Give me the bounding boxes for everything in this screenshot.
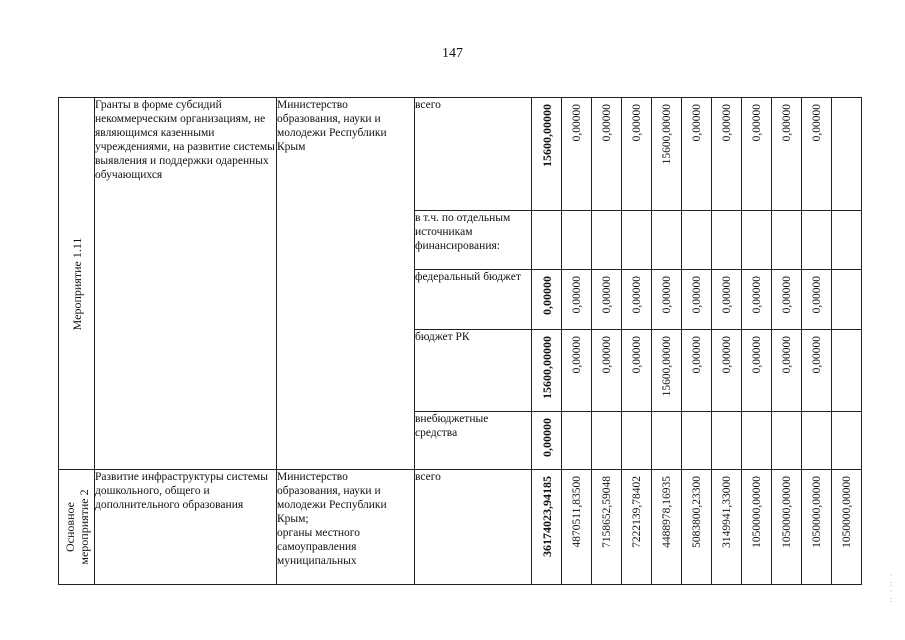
total-cell xyxy=(532,211,562,270)
year-cell xyxy=(802,270,832,330)
year-cell xyxy=(562,470,592,585)
year-cell xyxy=(622,211,652,270)
year-cell xyxy=(562,211,592,270)
year-value: 3149941,33000 xyxy=(720,476,733,548)
year-cell xyxy=(652,412,682,470)
table-row xyxy=(59,98,862,211)
year-cell xyxy=(652,470,682,585)
scan-edge-artifact: · : · : xyxy=(890,571,893,604)
year-cell xyxy=(712,330,742,412)
year-cell xyxy=(712,270,742,330)
year-value: 0,00000 xyxy=(630,336,643,374)
year-value: 4870511,83500 xyxy=(570,476,583,548)
activity-label-cell xyxy=(59,98,95,470)
year-value: 0,00000 xyxy=(690,104,703,142)
year-value: 0,00000 xyxy=(720,276,733,314)
year-value: 0,00000 xyxy=(600,336,613,374)
year-value: 0,00000 xyxy=(600,104,613,142)
funding-source: в т.ч. по отдельным источникам финансирования: xyxy=(415,211,532,270)
year-cell xyxy=(682,330,712,412)
year-cell xyxy=(622,412,652,470)
year-value: 0,00000 xyxy=(810,104,823,142)
year-value: 0,00000 xyxy=(750,336,763,374)
activity-label: Основное мероприятие 2 xyxy=(62,489,91,565)
page-number: 147 xyxy=(442,46,463,61)
year-value: 0,00000 xyxy=(570,336,583,374)
year-value: 0,00000 xyxy=(780,336,793,374)
total-cell xyxy=(532,330,562,412)
year-value: 0,00000 xyxy=(570,104,583,142)
year-cell xyxy=(592,270,622,330)
total-value: 0,00000 xyxy=(539,276,554,315)
year-cell xyxy=(652,211,682,270)
year-cell xyxy=(802,211,832,270)
year-value: 0,00000 xyxy=(570,276,583,314)
year-cell xyxy=(652,98,682,211)
year-cell xyxy=(772,412,802,470)
funding-source: всего xyxy=(415,470,532,585)
year-value: 1050000,00000 xyxy=(810,476,823,548)
year-value: 0,00000 xyxy=(780,276,793,314)
year-value: 1050000,00000 xyxy=(780,476,793,548)
year-cell xyxy=(562,412,592,470)
year-cell xyxy=(682,270,712,330)
year-cell xyxy=(592,98,622,211)
table-row xyxy=(59,470,862,585)
total-value: 15600,00000 xyxy=(539,336,554,399)
year-cell xyxy=(592,470,622,585)
year-cell xyxy=(682,470,712,585)
year-cell xyxy=(832,211,862,270)
year-value: 0,00000 xyxy=(750,104,763,142)
year-value: 7158652,59048 xyxy=(600,476,613,548)
year-cell xyxy=(742,98,772,211)
activity-description: Гранты в форме субсидий некоммерческим организациям, не являющимся казенными учреждениями, на развитие системы выявления и поддержки одаренных обучающихся xyxy=(95,98,277,470)
year-cell xyxy=(802,98,832,211)
year-cell xyxy=(622,98,652,211)
year-value: 0,00000 xyxy=(660,276,673,314)
year-value: 0,00000 xyxy=(690,276,703,314)
year-cell xyxy=(772,98,802,211)
year-cell xyxy=(622,470,652,585)
activity-executor: Министерство образования, науки и молодежи Республики Крым; органы местного самоуправления муниципальных xyxy=(277,470,415,585)
funding-source: всего xyxy=(415,98,532,211)
total-cell xyxy=(532,470,562,585)
year-cell xyxy=(742,270,772,330)
year-cell xyxy=(682,211,712,270)
year-cell xyxy=(592,412,622,470)
year-cell xyxy=(682,98,712,211)
year-cell xyxy=(592,330,622,412)
year-cell xyxy=(712,470,742,585)
budget-table xyxy=(58,97,862,585)
year-cell xyxy=(802,470,832,585)
year-value: 0,00000 xyxy=(750,276,763,314)
year-cell xyxy=(712,412,742,470)
funding-source: внебюджетные средства xyxy=(415,412,532,470)
year-cell xyxy=(802,330,832,412)
year-cell xyxy=(562,270,592,330)
activity-executor: Министерство образования, науки и молодежи Республики Крым xyxy=(277,98,415,470)
year-cell xyxy=(742,211,772,270)
year-cell xyxy=(712,211,742,270)
year-value: 0,00000 xyxy=(810,336,823,374)
year-cell xyxy=(832,98,862,211)
year-value: 5083800,23300 xyxy=(690,476,703,548)
year-value: 0,00000 xyxy=(780,104,793,142)
year-value: 0,00000 xyxy=(720,104,733,142)
year-cell xyxy=(832,270,862,330)
year-cell xyxy=(742,470,772,585)
funding-source: федеральный бюджет xyxy=(415,270,532,330)
total-cell xyxy=(532,412,562,470)
total-cell xyxy=(532,270,562,330)
year-value: 1050000,00000 xyxy=(750,476,763,548)
year-value: 0,00000 xyxy=(600,276,613,314)
total-value: 15600,00000 xyxy=(539,104,554,167)
year-cell xyxy=(652,270,682,330)
activity-label: Мероприятие 1.11 xyxy=(69,237,84,330)
total-value: 36174023,94185 xyxy=(539,476,554,557)
year-cell xyxy=(742,412,772,470)
year-cell xyxy=(622,270,652,330)
total-cell xyxy=(532,98,562,211)
year-cell xyxy=(562,330,592,412)
year-cell xyxy=(712,98,742,211)
year-value: 15600,00000 xyxy=(660,104,673,165)
year-value: 0,00000 xyxy=(690,336,703,374)
year-cell xyxy=(622,330,652,412)
year-value: 15600,00000 xyxy=(660,336,673,397)
year-cell xyxy=(592,211,622,270)
year-value: 0,00000 xyxy=(720,336,733,374)
year-cell xyxy=(682,412,712,470)
year-cell xyxy=(802,412,832,470)
year-cell xyxy=(772,211,802,270)
year-cell xyxy=(832,412,862,470)
funding-source: бюджет РК xyxy=(415,330,532,412)
activity-label-cell xyxy=(59,470,95,585)
year-value: 1050000,00000 xyxy=(840,476,853,548)
total-value: 0,00000 xyxy=(539,418,554,457)
year-cell xyxy=(832,330,862,412)
year-cell xyxy=(652,330,682,412)
year-cell xyxy=(772,330,802,412)
year-cell xyxy=(772,270,802,330)
activity-description: Развитие инфраструктуры системы дошкольного, общего и дополнительного образования xyxy=(95,470,277,585)
year-value: 7222139,78402 xyxy=(630,476,643,548)
year-cell xyxy=(562,98,592,211)
year-cell xyxy=(742,330,772,412)
year-cell xyxy=(772,470,802,585)
year-value: 0,00000 xyxy=(810,276,823,314)
year-value: 0,00000 xyxy=(630,276,643,314)
year-value: 4488978,16935 xyxy=(660,476,673,548)
year-value: 0,00000 xyxy=(630,104,643,142)
year-cell xyxy=(832,470,862,585)
